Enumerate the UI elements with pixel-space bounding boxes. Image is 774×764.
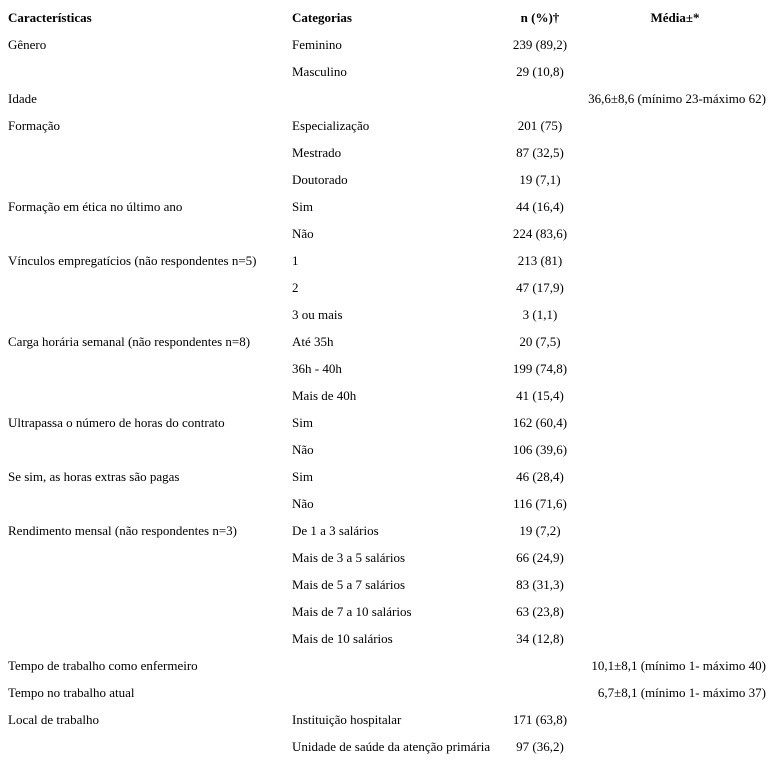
- cell-caracteristica: Formação: [8, 118, 60, 133]
- table-row: [0, 679, 774, 706]
- cell-media: [576, 571, 774, 598]
- cell-media: [576, 247, 774, 274]
- cell-caracteristica: [0, 571, 289, 598]
- cell-media: [576, 463, 774, 490]
- header-categorias: Categorias: [292, 10, 352, 25]
- cell-n-percent: 44 (16,4): [516, 199, 564, 214]
- cell-n-percent: 199 (74,8): [512, 361, 568, 376]
- cell-media: [576, 220, 774, 247]
- cell-categoria: Sim: [292, 469, 313, 484]
- table-row: [0, 301, 774, 328]
- cell-categoria: Sim: [292, 415, 313, 430]
- cell-categoria: Especialização: [292, 118, 370, 133]
- cell-caracteristica: [0, 598, 289, 625]
- table-row: [0, 166, 774, 193]
- cell-n-percent: 83 (31,3): [516, 577, 564, 592]
- cell-media: [576, 490, 774, 517]
- cell-categoria: Não: [292, 442, 314, 457]
- cell-categoria: Unidade de saúde da atenção primária: [292, 739, 491, 754]
- cell-media: 36,6±8,6 (mínimo 23-máximo 62): [588, 91, 766, 106]
- cell-caracteristica: [0, 274, 289, 301]
- cell-n-percent: 239 (89,2): [512, 37, 568, 52]
- cell-categoria: Não: [292, 226, 314, 241]
- table-row: [0, 652, 774, 679]
- cell-caracteristica: Idade: [8, 91, 37, 106]
- cell-media: [576, 544, 774, 571]
- cell-caracteristica: Rendimento mensal (não respondentes n=3): [8, 523, 237, 538]
- cell-categoria: Até 35h: [292, 334, 334, 349]
- cell-categoria: [289, 652, 504, 679]
- cell-media: [576, 733, 774, 760]
- cell-categoria: Mais de 5 a 7 salários: [292, 577, 406, 592]
- table-row: [0, 112, 774, 139]
- cell-categoria: Mais de 7 a 10 salários: [292, 604, 412, 619]
- cell-categoria: Masculino: [292, 64, 347, 79]
- table-row: [0, 85, 774, 112]
- cell-n-percent: [504, 679, 576, 706]
- cell-n-percent: 19 (7,1): [519, 172, 561, 187]
- characteristics-table: [0, 4, 774, 760]
- cell-caracteristica: Tempo no trabalho atual: [8, 685, 135, 700]
- cell-media: [576, 625, 774, 652]
- cell-media: [576, 301, 774, 328]
- cell-media: [576, 598, 774, 625]
- cell-n-percent: 224 (83,6): [512, 226, 568, 241]
- table-row: [0, 274, 774, 301]
- cell-caracteristica: Gênero: [8, 37, 47, 52]
- table-row: [0, 571, 774, 598]
- cell-categoria: Feminino: [292, 37, 342, 52]
- cell-categoria: Mais de 3 a 5 salários: [292, 550, 406, 565]
- cell-media: 10,1±8,1 (mínimo 1- máximo 40): [591, 658, 766, 673]
- cell-media: [576, 58, 774, 85]
- cell-n-percent: 29 (10,8): [516, 64, 564, 79]
- cell-caracteristica: [0, 301, 289, 328]
- cell-n-percent: 34 (12,8): [516, 631, 564, 646]
- table-row: [0, 733, 774, 760]
- cell-categoria: 3 ou mais: [292, 307, 343, 322]
- cell-categoria: Doutorado: [292, 172, 348, 187]
- table-row: [0, 220, 774, 247]
- cell-media: [576, 112, 774, 139]
- cell-media: [576, 355, 774, 382]
- cell-media: [576, 409, 774, 436]
- cell-caracteristica: [0, 625, 289, 652]
- cell-n-percent: 46 (28,4): [516, 469, 564, 484]
- cell-categoria: Mais de 10 salários: [292, 631, 393, 646]
- cell-categoria: 1: [292, 253, 299, 268]
- table-row: [0, 625, 774, 652]
- cell-media: [576, 31, 774, 58]
- cell-media: [576, 274, 774, 301]
- cell-categoria: Instituição hospitalar: [292, 712, 402, 727]
- cell-caracteristica: [0, 220, 289, 247]
- table-row: [0, 463, 774, 490]
- cell-media: [576, 517, 774, 544]
- cell-caracteristica: [0, 139, 289, 166]
- table-row: [0, 328, 774, 355]
- cell-categoria: 36h - 40h: [292, 361, 342, 376]
- cell-n-percent: 213 (81): [517, 253, 563, 268]
- cell-caracteristica: [0, 355, 289, 382]
- cell-categoria: Mestrado: [292, 145, 342, 160]
- cell-n-percent: 97 (36,2): [516, 739, 564, 754]
- cell-n-percent: [504, 652, 576, 679]
- cell-media: [576, 166, 774, 193]
- cell-n-percent: [504, 85, 576, 112]
- cell-categoria: 2: [292, 280, 299, 295]
- table-row: [0, 436, 774, 463]
- header-caracteristicas: Características: [8, 10, 92, 25]
- cell-n-percent: 47 (17,9): [516, 280, 564, 295]
- cell-categoria: De 1 a 3 salários: [292, 523, 379, 538]
- cell-media: [576, 436, 774, 463]
- table-body: [0, 31, 774, 760]
- cell-caracteristica: Carga horária semanal (não respondentes n=8): [8, 334, 251, 349]
- cell-caracteristica: Vínculos empregatícios (não respondentes n=5): [8, 253, 257, 268]
- cell-n-percent: 106 (39,6): [512, 442, 568, 457]
- cell-caracteristica: Formação em ética no último ano: [8, 199, 183, 214]
- cell-n-percent: 20 (7,5): [519, 334, 561, 349]
- cell-caracteristica: Se sim, as horas extras são pagas: [8, 469, 180, 484]
- table-row: [0, 355, 774, 382]
- cell-n-percent: 63 (23,8): [516, 604, 564, 619]
- cell-categoria: [289, 679, 504, 706]
- table-row: [0, 517, 774, 544]
- table-row: [0, 544, 774, 571]
- cell-n-percent: 171 (63,8): [512, 712, 568, 727]
- header-n-percent: n (%)†: [520, 10, 560, 25]
- header-media: Média±*: [650, 10, 700, 25]
- cell-n-percent: 41 (15,4): [516, 388, 564, 403]
- table-row: [0, 490, 774, 517]
- cell-categoria: Mais de 40h: [292, 388, 357, 403]
- cell-caracteristica: Local de trabalho: [8, 712, 99, 727]
- cell-n-percent: 66 (24,9): [516, 550, 564, 565]
- table-row: [0, 706, 774, 733]
- table-row: [0, 598, 774, 625]
- cell-media: [576, 706, 774, 733]
- cell-caracteristica: [0, 382, 289, 409]
- cell-caracteristica: Ultrapassa o número de horas do contrato: [8, 415, 225, 430]
- cell-media: [576, 193, 774, 220]
- cell-n-percent: 201 (75): [517, 118, 563, 133]
- table-row: [0, 31, 774, 58]
- cell-media: [576, 139, 774, 166]
- cell-caracteristica: [0, 544, 289, 571]
- cell-n-percent: 162 (60,4): [512, 415, 568, 430]
- cell-n-percent: 116 (71,6): [513, 496, 567, 511]
- table-row: [0, 247, 774, 274]
- table-header: [0, 4, 774, 31]
- table-row: [0, 58, 774, 85]
- table-row: [0, 139, 774, 166]
- cell-media: 6,7±8,1 (mínimo 1- máximo 37): [597, 685, 766, 700]
- cell-caracteristica: [0, 166, 289, 193]
- cell-n-percent: 19 (7,2): [519, 523, 561, 538]
- header-row: [0, 4, 774, 31]
- cell-media: [576, 328, 774, 355]
- cell-caracteristica: [0, 58, 289, 85]
- table-row: [0, 193, 774, 220]
- cell-caracteristica: Tempo de trabalho como enfermeiro: [8, 658, 198, 673]
- cell-categoria: Sim: [292, 199, 313, 214]
- cell-caracteristica: [0, 733, 289, 760]
- cell-n-percent: 3 (1,1): [522, 307, 558, 322]
- cell-categoria: Não: [292, 496, 314, 511]
- cell-caracteristica: [0, 436, 289, 463]
- cell-caracteristica: [0, 490, 289, 517]
- cell-categoria: [289, 85, 504, 112]
- cell-n-percent: 87 (32,5): [516, 145, 564, 160]
- table-row: [0, 409, 774, 436]
- table-row: [0, 382, 774, 409]
- cell-media: [576, 382, 774, 409]
